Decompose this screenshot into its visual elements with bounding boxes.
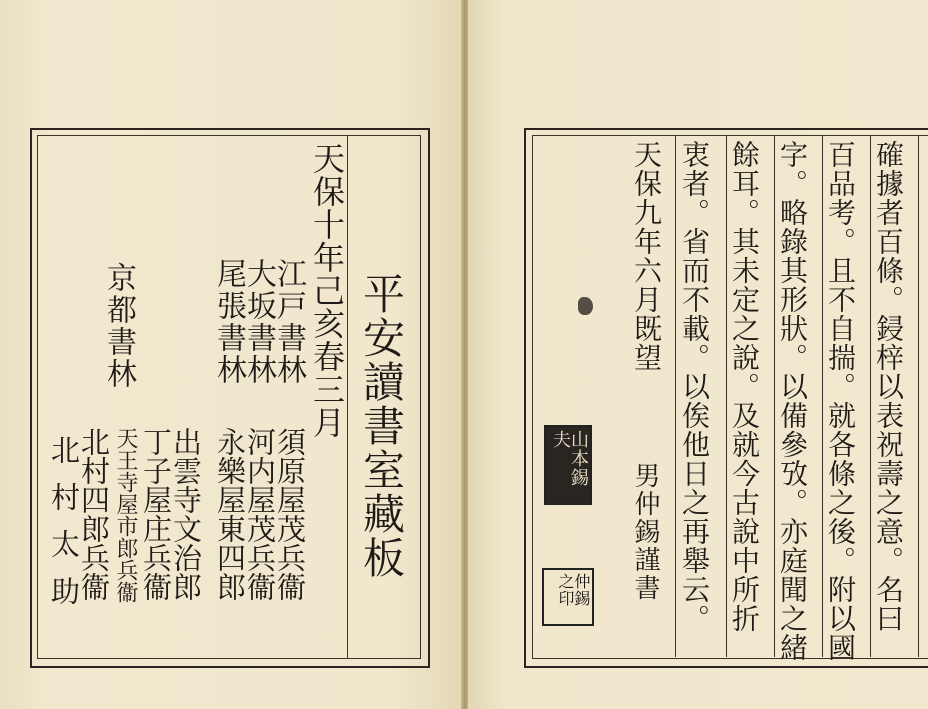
kyoto-publisher-2: 丁子屋庄兵衞 — [139, 427, 173, 601]
text-column-1: 確據者百條。鋟梓以表祝壽之意。名曰 — [872, 140, 905, 633]
kyoto-shop: 京都書林 — [101, 262, 136, 390]
osaka-shop: 大坂書林 — [241, 258, 276, 386]
signature: 男仲錫謹書 — [630, 462, 660, 602]
column-rule — [822, 135, 823, 657]
edo-publisher-name: 須原屋茂兵衞 — [273, 427, 307, 601]
text-column-3: 字。略錄其形狀。以備參攷。亦庭聞之緒 — [776, 140, 809, 662]
left-page — [0, 0, 462, 709]
kyoto-publisher-3: 天王寺屋市郎兵衞 — [113, 427, 138, 603]
kyoto-publisher-1: 出雲寺文治郎 — [169, 427, 203, 601]
seal-lower-text: 仲錫之印 — [556, 573, 591, 607]
owari-shop: 尾張書林 — [211, 258, 246, 386]
text-column-4: 餘耳。其未定之說。及就今古說中所折 — [728, 140, 761, 633]
date-column: 天保九年六月既望 — [630, 140, 663, 372]
kyoto-publisher-5: 北村太助 — [47, 435, 81, 623]
seal-upper-text: 山本錫夫 — [550, 430, 589, 487]
ink-spot — [578, 297, 593, 315]
owari-publisher-name: 永樂屋東四郎 — [213, 427, 247, 601]
column-rule — [918, 135, 919, 657]
publication-date: 天保十年己亥春三月 — [308, 142, 346, 439]
column-rule — [774, 135, 775, 657]
publisher-title: 平安讀書室藏板 — [357, 272, 406, 580]
seal-lower — [542, 568, 594, 626]
text-column-5: 衷者。省而不載。以俟他日之再舉云。 — [678, 140, 711, 633]
right-page — [468, 0, 928, 709]
column-rule — [870, 135, 871, 657]
edo-shop: 江戸書林 — [271, 258, 306, 386]
column-rule — [675, 135, 676, 657]
title-divider — [347, 135, 348, 659]
column-rule — [726, 135, 727, 657]
text-column-2: 百品考。且不自揣。就各條之後。附以國 — [824, 140, 857, 662]
seal-upper — [544, 425, 592, 505]
osaka-publisher-name: 河内屋茂兵衞 — [243, 427, 277, 601]
kyoto-publisher-4: 北村四郎兵衞 — [77, 427, 111, 601]
